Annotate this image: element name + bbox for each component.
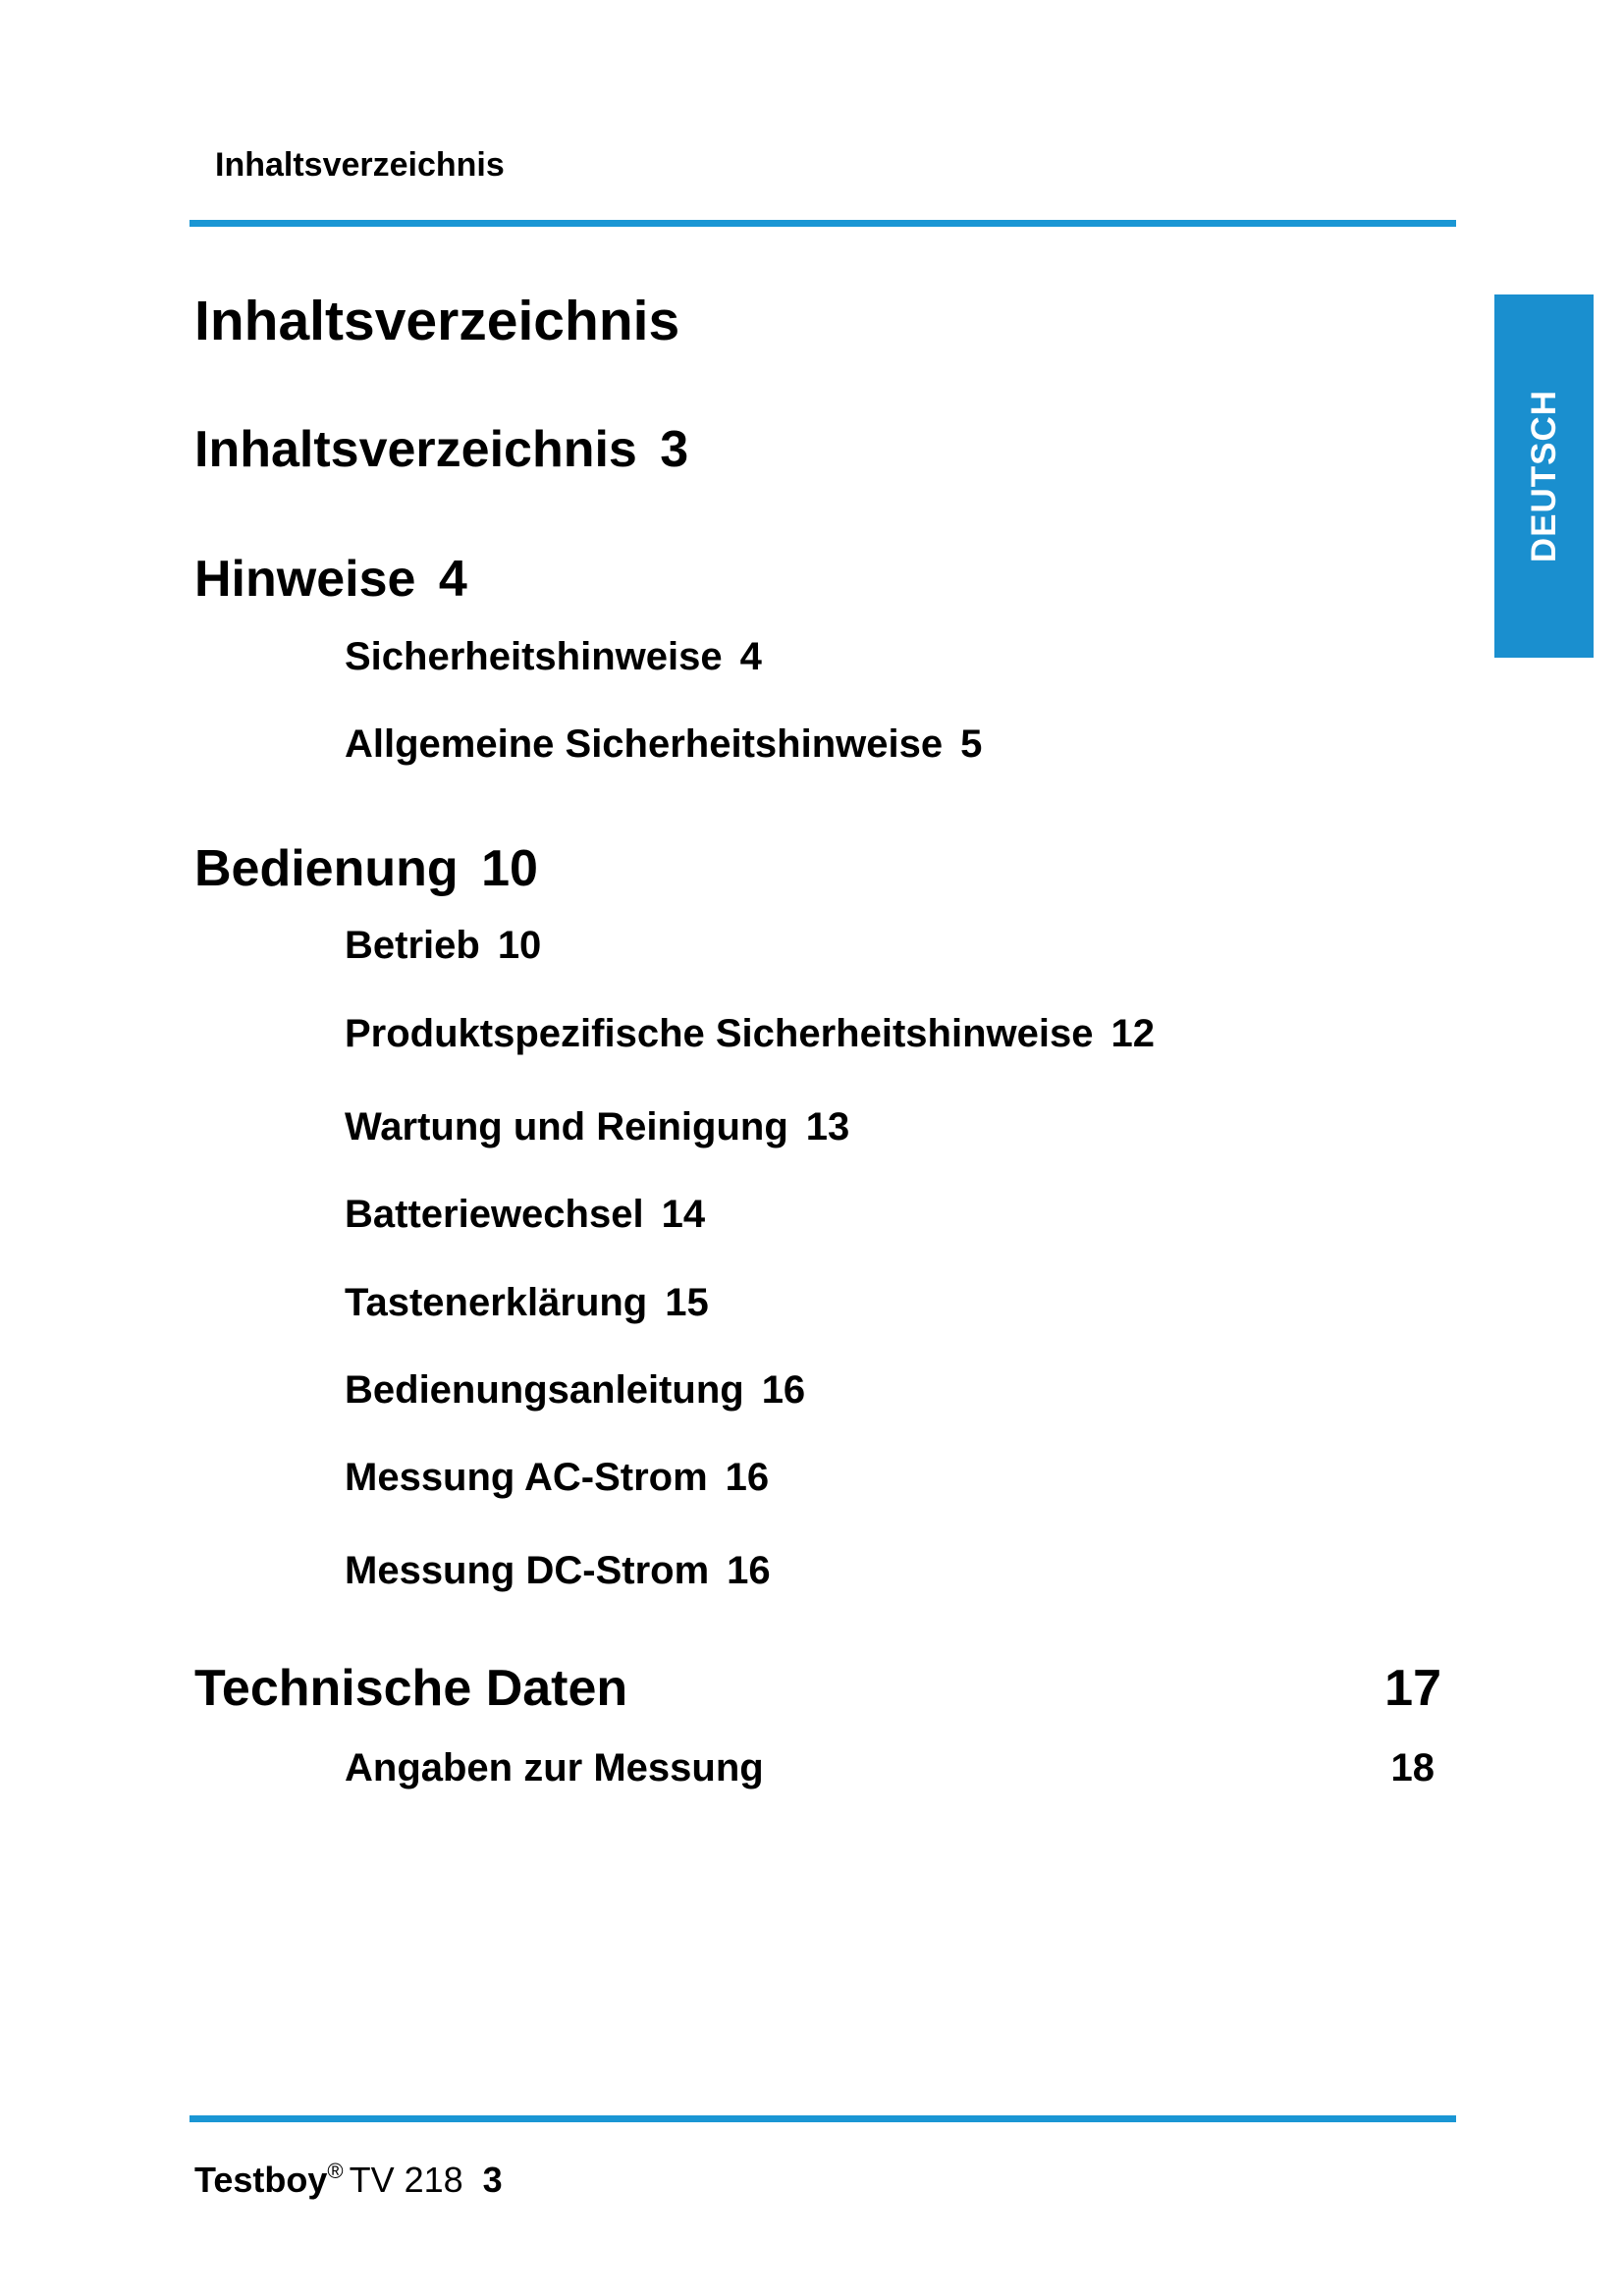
- language-tab-label: DEUTSCH: [1524, 389, 1563, 563]
- toc-entry-page: 3: [660, 421, 689, 478]
- toc-entry-title: Betrieb: [345, 924, 480, 967]
- footer-model: TV 218: [349, 2160, 463, 2200]
- toc-entry-title: Allgemeine Sicherheitshinweise: [345, 722, 944, 766]
- header-rule: [189, 220, 1456, 227]
- toc-entry-tastenerklaerung[interactable]: [345, 1279, 709, 1326]
- language-tab: [1494, 294, 1594, 658]
- toc-entry-page: 18: [1390, 1746, 1435, 1789]
- footer-brand: Testboy: [194, 2160, 328, 2200]
- toc-entry-page: 5: [960, 722, 983, 766]
- toc-entry-page: 16: [761, 1368, 806, 1412]
- toc-entry-technische-daten[interactable]: [194, 1659, 1441, 1718]
- page-title: Inhaltsverzeichnis: [194, 290, 680, 352]
- toc-entry-title: Technische Daten: [194, 1660, 628, 1717]
- toc-entry-hinweise[interactable]: [194, 550, 467, 609]
- running-header: Inhaltsverzeichnis: [215, 146, 505, 184]
- toc-entry-title: Angaben zur Messung: [345, 1746, 764, 1789]
- toc-entry-angaben-zur-messung[interactable]: [345, 1744, 1435, 1791]
- toc-entry-wartung-und-reinigung[interactable]: [345, 1103, 849, 1150]
- toc-entry-page: 14: [661, 1193, 706, 1236]
- toc-entry-inhaltsverzeichnis[interactable]: [194, 420, 688, 479]
- toc-entry-title: Tastenerklärung: [345, 1281, 648, 1324]
- toc-entry-title: Messung AC-Strom: [345, 1456, 708, 1499]
- toc-entry-title: Bedienungsanleitung: [345, 1368, 744, 1412]
- toc-entry-betrieb[interactable]: [345, 922, 541, 969]
- toc-entry-bedienungsanleitung[interactable]: [345, 1366, 805, 1414]
- page-footer: [194, 2150, 503, 2202]
- toc-entry-page: 16: [725, 1456, 770, 1499]
- toc-entry-title: Wartung und Reinigung: [345, 1105, 788, 1148]
- toc-entry-batteriewechsel[interactable]: [345, 1191, 705, 1238]
- footer-rule: [189, 2115, 1456, 2122]
- toc-entry-page: 4: [739, 635, 762, 678]
- toc-entry-page: 10: [497, 924, 542, 967]
- toc-entry-title: Sicherheitshinweise: [345, 635, 723, 678]
- toc-entry-page: 15: [665, 1281, 709, 1324]
- toc-entry-title: Hinweise: [194, 551, 416, 608]
- toc-entry-sicherheitshinweise[interactable]: [345, 633, 762, 680]
- toc-entry-messung-dc-strom[interactable]: [345, 1547, 771, 1594]
- toc-entry-page: 12: [1110, 1012, 1155, 1055]
- toc-entry-produktspezifische-sicherheitshinweise[interactable]: [345, 1010, 1155, 1057]
- toc-entry-page: 4: [438, 551, 467, 608]
- toc-entry-allgemeine-sicherheitshinweise[interactable]: [345, 721, 982, 768]
- toc-entry-messung-ac-strom[interactable]: [345, 1454, 769, 1501]
- toc-entry-page: 13: [805, 1105, 850, 1148]
- toc-entry-page: 10: [481, 840, 538, 897]
- toc-entry-page: 17: [1384, 1660, 1441, 1717]
- toc-entry-title: Bedienung: [194, 840, 459, 897]
- toc-entry-bedienung[interactable]: [194, 839, 538, 898]
- toc-entry-title: Produktspezifische Sicherheitshinweise: [345, 1012, 1094, 1055]
- toc-entry-title: Batteriewechsel: [345, 1193, 644, 1236]
- toc-entry-title: Messung DC-Strom: [345, 1549, 710, 1592]
- toc-entry-page: 16: [727, 1549, 771, 1592]
- toc-entry-title: Inhaltsverzeichnis: [194, 421, 637, 478]
- registered-mark: ®: [327, 2159, 344, 2183]
- footer-page-number: 3: [482, 2160, 503, 2200]
